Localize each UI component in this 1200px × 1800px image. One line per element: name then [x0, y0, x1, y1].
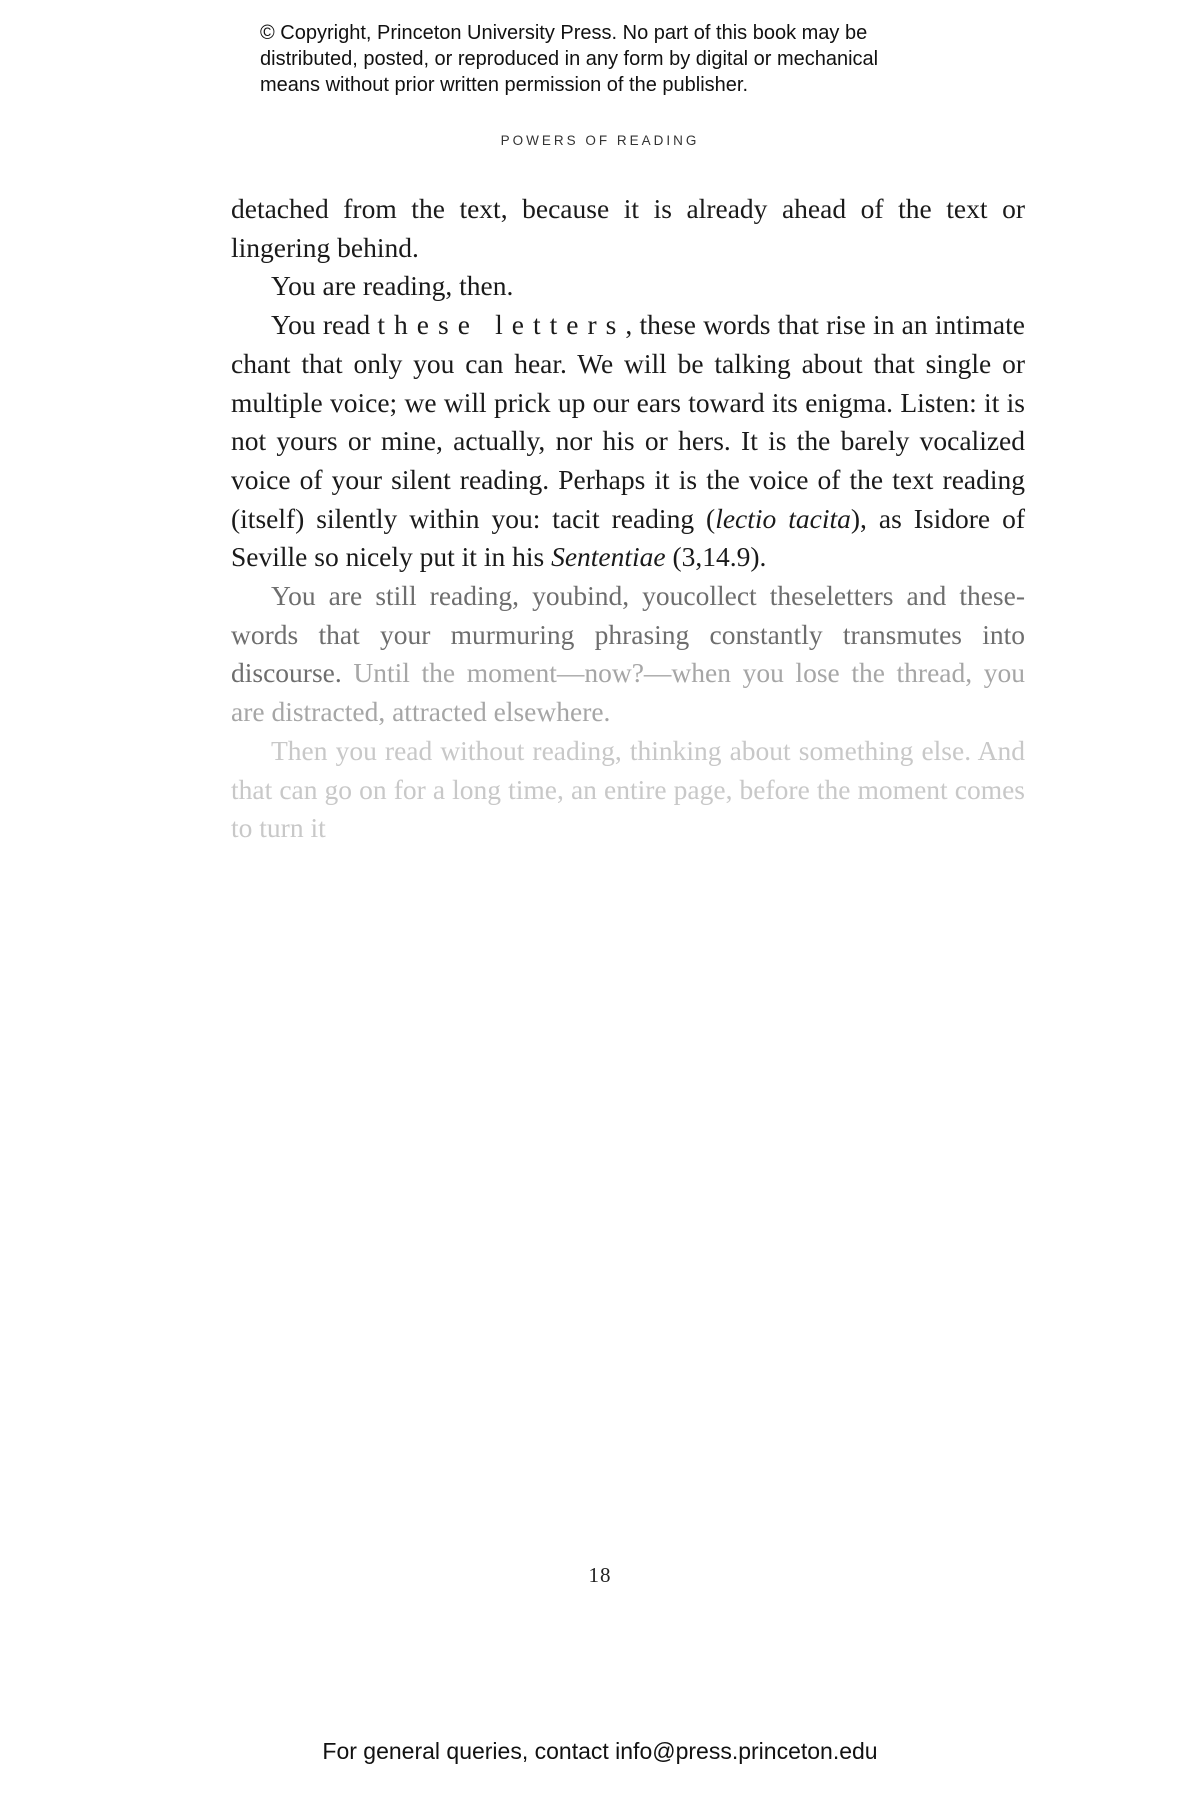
text-run: You read [271, 309, 378, 341]
text-run: ), as Isidore of Seville so nicely put it in his [231, 502, 1025, 573]
paragraph: detached from the text, because it is already ahead of the text or lingering behind. [231, 193, 1025, 263]
faded-text-run: You are still reading, youbind, youcollect theseletters and these-words that your murmuring phrasing constantly transmutes into discourse. [231, 580, 1025, 689]
paragraph: You are reading, then. [271, 270, 514, 302]
copyright-line: distributed, posted, or reproduced in any form by digital or mechanical [260, 48, 879, 70]
faded-text-run: Until the moment—now?—when you lose the thread, you are distracted, attracted elsewhere. [231, 657, 1025, 728]
italic-title: Sententiae [551, 541, 666, 573]
faded-paragraph: Then you read without reading, thinking about something else. And that can go on for a long time, an entire page, before the moment comes to turn it [231, 734, 1025, 844]
paragraph [231, 577, 1025, 732]
page-number: 18 [588, 1563, 612, 1587]
body-text [231, 190, 1025, 848]
copyright-notice [260, 20, 1020, 98]
running-head: POWERS OF READING [500, 133, 700, 148]
text-run: (3,14.9). [665, 541, 767, 573]
copyright-line: means without prior written permission of the publisher. [260, 74, 749, 96]
italic-term: lectio tacita [715, 502, 851, 534]
letterspaced-phrase: these letters [377, 309, 626, 341]
text-run: , these words that rise in an intimate chant that only you can hear. We will be talking about that single or multiple voice; we will prick up our ears toward its enigma. Listen: it is not yours or mine, actually, nor his or hers. It is the barely vocalized voice of your silent reading. Perhaps it is the voice of the text reading (itself) silently within you: tacit reading ( [231, 309, 1025, 534]
copyright-line: © Copyright, Princeton University Press. No part of this book may be [260, 22, 868, 44]
paragraph [231, 306, 1025, 577]
footer-contact: For general queries, contact info@press.princeton.edu [322, 1738, 878, 1764]
